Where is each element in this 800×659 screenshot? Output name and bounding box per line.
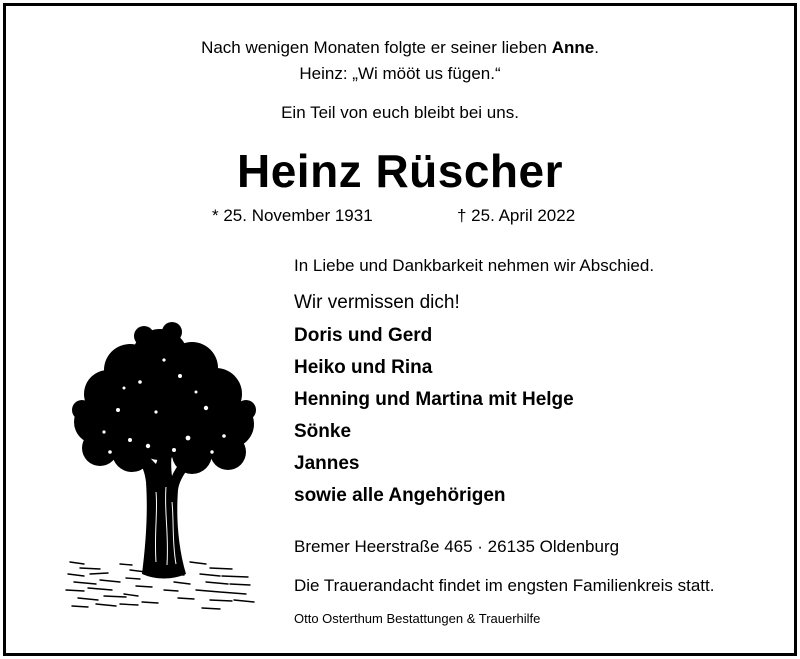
quote-line-3: Ein Teil von euch bleibt bei uns. xyxy=(281,103,519,122)
mourner-item: Henning und Martina mit Helge xyxy=(294,389,574,410)
mourner-item: Jannes xyxy=(294,453,360,474)
mourner-item: Sönke xyxy=(294,421,352,442)
mourner-item: sowie alle Angehörigen xyxy=(294,485,506,506)
address-text: Bremer Heerstraße 465 · 26135 Oldenburg xyxy=(294,537,620,556)
quote-line-1-name: Anne xyxy=(551,38,595,57)
mourner-item: Heiko und Rina xyxy=(294,357,433,378)
undertaker-name: Otto Osterthum Bestattungen & Trauerhilfe xyxy=(294,611,541,626)
mourner-item: Doris und Gerd xyxy=(294,325,433,346)
service-note: Die Trauerandacht findet im engsten Familienkreis statt. xyxy=(294,576,715,595)
quote-line-2: Heinz: „Wi mööt us fügen.“ xyxy=(299,64,501,83)
deceased-name: Heinz Rüscher xyxy=(236,145,564,197)
farewell-text: In Liebe und Dankbarkeit nehmen wir Abschied. xyxy=(294,256,655,275)
birth-date: * 25. November 1931 xyxy=(212,206,373,225)
quote-line-1-suffix: . xyxy=(594,38,599,57)
quote-line-1-text: Nach wenigen Monaten folgte er seiner lieben xyxy=(201,38,552,57)
tree-icon xyxy=(60,312,270,622)
quote-line-1 xyxy=(0,38,800,58)
miss-you-text: Wir vermissen dich! xyxy=(294,292,460,313)
tree-crown xyxy=(72,322,256,474)
death-date: † 25. April 2022 xyxy=(457,206,576,225)
